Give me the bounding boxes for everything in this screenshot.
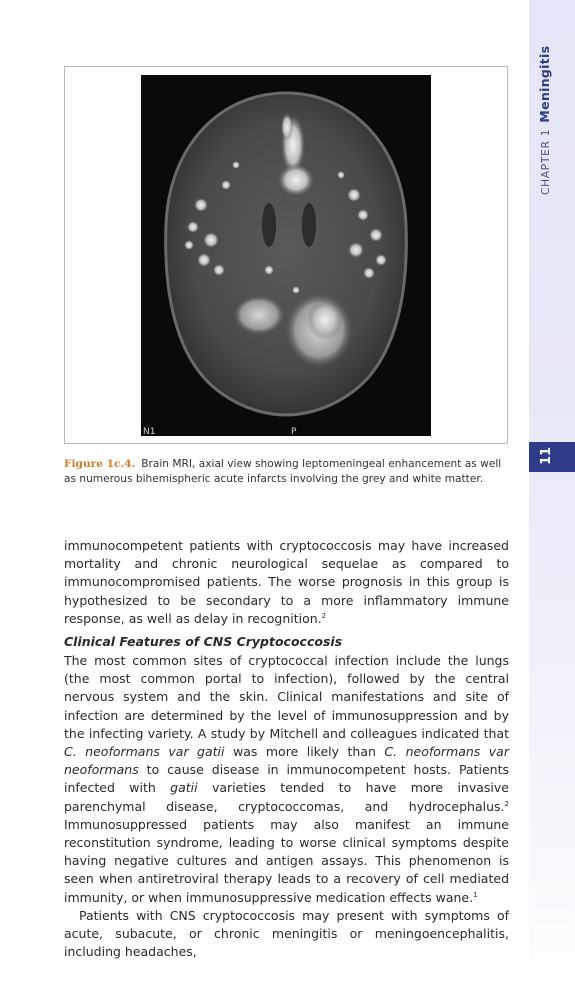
mri-scan-graphic <box>141 75 431 436</box>
chapter-running-head <box>537 46 552 195</box>
figure-caption-text: Brain MRI, axial view showing leptomeningeal enhancement as well as numerous bihemispheric acute infarcts involving the grey and white matter. <box>64 458 502 485</box>
paragraph <box>64 652 509 907</box>
mri-orientation-marker-left: N1 <box>143 427 156 436</box>
chapter-sidebar <box>529 0 575 1000</box>
citation: 1 <box>473 890 478 899</box>
chapter-label: CHAPTER 1 <box>540 128 552 195</box>
species-name: C. neoformans var neoformans <box>64 744 509 778</box>
paragraph <box>64 537 509 628</box>
page-number-tab <box>529 442 575 472</box>
paragraph: Patients with CNS cryptococcosis may present with symptoms of acute, subacute, or chronic meningitis or meningoencephalitis, including headaches, <box>64 907 509 960</box>
citation: 2 <box>321 611 327 620</box>
figure-number: Figure 1c.4. <box>64 458 136 470</box>
body-text <box>64 537 509 961</box>
paragraph-text: Immunosuppressed patients may also manifest an immune reconstitution syndrome, leading to worse clinical symptoms despite having negative cultures and antigen assays. This phenomenon is seen when antiretroviral therapy leads to a recovery of cell mediated immunity, or when immunosuppressive medication effects wane. <box>64 816 509 905</box>
page-number: 11 <box>539 446 554 465</box>
paragraph-text: varieties tended to have more invasive parenchymal disease, cryptococcomas, and hydrocephalus. <box>64 780 509 814</box>
chapter-title: Meningitis <box>537 45 552 123</box>
species-name: gatii <box>170 780 198 796</box>
species-name: C. neoformans var gatii <box>64 744 225 760</box>
brain-mri-image <box>141 75 431 436</box>
mri-orientation-marker-posterior: P <box>291 427 297 436</box>
section-heading: Clinical Features of CNS Cryptococcosis <box>64 634 343 650</box>
paragraph-text: to cause disease in immunocompetent hosts. Patients infected with <box>64 762 509 796</box>
paragraph-text: was more likely than <box>224 744 385 760</box>
figure-caption <box>64 457 508 486</box>
paragraph-text: immunocompetent patients with cryptococcosis may have increased mortality and chronic neurological sequelae as compared to immunocompromised patients. The worse prognosis in this group is hypothesized to be secondary to a more inflammatory immune response, as well as delay in recognition. <box>64 538 509 626</box>
paragraph-text: The most common sites of cryptococcal infection include the lungs (the most common portal to infection), followed by the central nervous system and the skin. Clinical manifestations and site of infection are determined by the level of immunosuppression and by the infecting variety. A study by Mitchell and colleagues indicated that <box>64 653 509 741</box>
citation: 2 <box>504 799 509 808</box>
